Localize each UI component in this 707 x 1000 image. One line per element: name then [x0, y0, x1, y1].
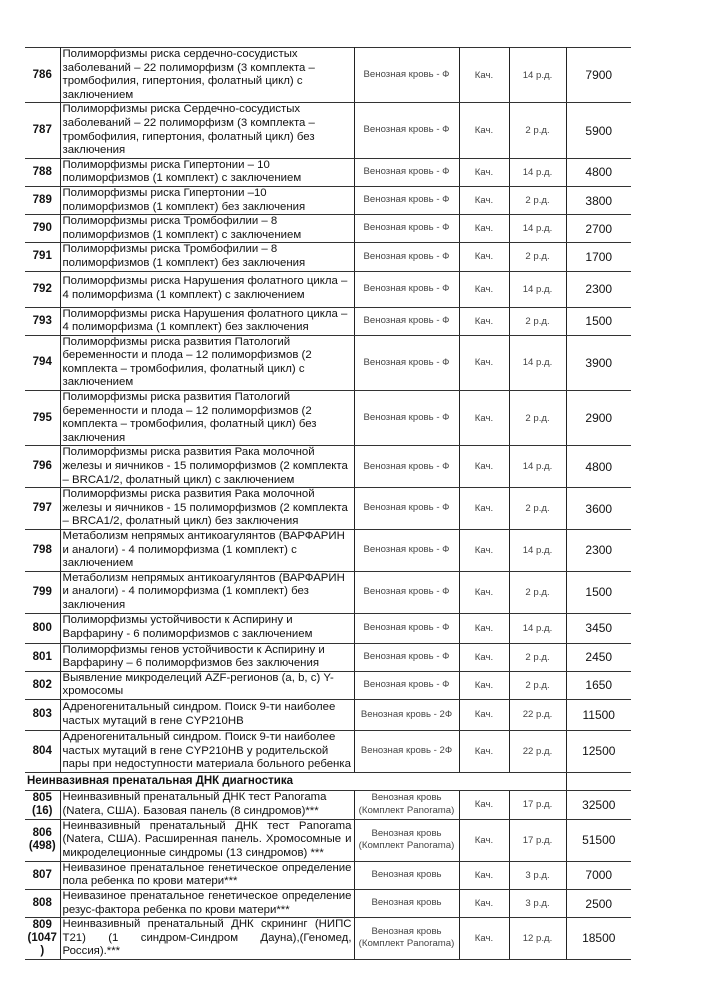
- table-row: [25, 530, 631, 572]
- test-name: Полиморфизмы генов устойчивости к Аспирину и Варфарину – 6 полиморфизмов без заключения: [60, 643, 354, 671]
- test-name: Метаболизм непрямых антикоагулянтов (ВАРФАРИН и аналоги) - 4 полиморфизма (1 комплект) с заключением: [60, 530, 354, 572]
- material: Венозная кровь - Ф: [354, 671, 459, 699]
- turnaround-time: 22 р.д.: [509, 730, 566, 772]
- material: Венозная кровь - Ф: [354, 335, 459, 390]
- row-number: 809 (1047 ): [25, 918, 60, 960]
- table-row: [25, 643, 631, 671]
- price: 5900: [566, 103, 631, 158]
- price: 3600: [566, 488, 631, 530]
- price: 2700: [566, 215, 631, 243]
- test-name: Полиморфизмы риска Сердечно-сосудистых заболеваний – 22 полиморфизм (3 комплекта – тромбофилия, гипертония, фолатный цикл) без заключения: [60, 103, 354, 158]
- price: 2450: [566, 643, 631, 671]
- table-row: [25, 730, 631, 772]
- row-number: 801: [25, 643, 60, 671]
- row-number: 786: [25, 48, 60, 103]
- table-row: [25, 391, 631, 446]
- material: Венозная кровь - Ф: [354, 613, 459, 643]
- row-number: 798: [25, 530, 60, 572]
- test-name: Адреногенитальный синдром. Поиск 9-ти наиболее частых мутаций в гене CYP210HB у родительской пары при недоступности материала больного ребенка: [60, 730, 354, 772]
- method: Кач.: [459, 530, 509, 572]
- row-number: 802: [25, 671, 60, 699]
- material: Венозная кровь - Ф: [354, 271, 459, 307]
- test-name: Полиморфизмы риска Тромбофилии – 8 полиморфизмов (1 комплект) с заключением: [60, 215, 354, 243]
- method: Кач.: [459, 307, 509, 335]
- turnaround-time: 17 р.д.: [509, 790, 566, 819]
- table-row: [25, 48, 631, 103]
- row-number: 794: [25, 335, 60, 390]
- test-name: Неивазиное пренатальное генетическое определение пола ребенка по крови матери***: [60, 861, 354, 889]
- price: 2300: [566, 271, 631, 307]
- turnaround-time: 2 р.д.: [509, 307, 566, 335]
- method: Кач.: [459, 699, 509, 730]
- material: Венозная кровь - Ф: [354, 103, 459, 158]
- table-row: [25, 613, 631, 643]
- method: Кач.: [459, 488, 509, 530]
- method: Кач.: [459, 889, 509, 917]
- price: 1500: [566, 571, 631, 613]
- material: Венозная кровь - Ф: [354, 571, 459, 613]
- row-number: 796: [25, 446, 60, 488]
- material: Венозная кровь: [354, 861, 459, 889]
- turnaround-time: 14 р.д.: [509, 335, 566, 390]
- row-number: 790: [25, 215, 60, 243]
- table-row: [25, 699, 631, 730]
- table-row: [25, 819, 631, 861]
- section-header-row: [25, 772, 631, 790]
- method: Кач.: [459, 671, 509, 699]
- method: Кач.: [459, 158, 509, 186]
- table-row: [25, 571, 631, 613]
- row-number: 800: [25, 613, 60, 643]
- price: 32500: [566, 790, 631, 819]
- turnaround-time: 2 р.д.: [509, 488, 566, 530]
- row-number: 789: [25, 186, 60, 214]
- turnaround-time: 2 р.д.: [509, 671, 566, 699]
- test-name: Выявление микроделеций AZF-регионов (a, b, c) Y-хромосомы: [60, 671, 354, 699]
- table-row: [25, 158, 631, 186]
- material: Венозная кровь - Ф: [354, 186, 459, 214]
- row-number: 805 (16): [25, 790, 60, 819]
- table-row: [25, 186, 631, 214]
- turnaround-time: 22 р.д.: [509, 699, 566, 730]
- table-row: [25, 861, 631, 889]
- method: Кач.: [459, 446, 509, 488]
- section-price-cell: [566, 772, 631, 790]
- price: 1500: [566, 307, 631, 335]
- material: Венозная кровь - Ф: [354, 643, 459, 671]
- test-name: Неивазиное пренатальное генетическое определение резус-фактора ребенка по крови матери***: [60, 889, 354, 917]
- test-name: Неинвазивный пренатальный ДНК скрининг (НИПС Т21) (1 синдром-Синдром Дауна),(Геномед, Россия).***: [60, 918, 354, 960]
- method: Кач.: [459, 215, 509, 243]
- turnaround-time: 14 р.д.: [509, 530, 566, 572]
- turnaround-time: 17 р.д.: [509, 819, 566, 861]
- turnaround-time: 2 р.д.: [509, 103, 566, 158]
- test-name: Полиморфизмы риска Нарушения фолатного цикла – 4 полиморфизма (1 комплект) с заключением: [60, 271, 354, 307]
- method: Кач.: [459, 186, 509, 214]
- method: Кач.: [459, 391, 509, 446]
- material: Венозная кровь (Комплект Panorama): [354, 819, 459, 861]
- row-number: 795: [25, 391, 60, 446]
- material: Венозная кровь (Комплект Panorama): [354, 790, 459, 819]
- price-list-table: [25, 47, 631, 960]
- price: 2900: [566, 391, 631, 446]
- method: Кач.: [459, 790, 509, 819]
- test-name: Полиморфизмы риска развития Рака молочной железы и яичников - 15 полиморфизмов (2 комплекта – BRCA1/2, фолатный цикл) с заключением: [60, 446, 354, 488]
- material: Венозная кровь - Ф: [354, 158, 459, 186]
- method: Кач.: [459, 730, 509, 772]
- row-number: 803: [25, 699, 60, 730]
- turnaround-time: 14 р.д.: [509, 613, 566, 643]
- price: 4800: [566, 446, 631, 488]
- test-name: Полиморфизмы риска сердечно-сосудистых заболеваний – 22 полиморфизм (3 комплекта – тромбофилия, гипертония, фолатный цикл) с заключением: [60, 48, 354, 103]
- test-name: Полиморфизмы риска развития Патологий беременности и плода – 12 полиморфизмов (2 комплекта – тромбофилия, фолатный цикл) с заключением: [60, 335, 354, 390]
- material: Венозная кровь - Ф: [354, 215, 459, 243]
- turnaround-time: 2 р.д.: [509, 571, 566, 613]
- price: 18500: [566, 918, 631, 960]
- row-number: 792: [25, 271, 60, 307]
- test-name: Полиморфизмы риска Гипертонии –10 полиморфизмов (1 комплект) без заключения: [60, 186, 354, 214]
- row-number: 806 (498): [25, 819, 60, 861]
- material: Венозная кровь - Ф: [354, 48, 459, 103]
- row-number: 797: [25, 488, 60, 530]
- row-number: 791: [25, 243, 60, 271]
- row-number: 804: [25, 730, 60, 772]
- price: 11500: [566, 699, 631, 730]
- material: Венозная кровь - Ф: [354, 446, 459, 488]
- turnaround-time: 3 р.д.: [509, 861, 566, 889]
- material: Венозная кровь - Ф: [354, 307, 459, 335]
- method: Кач.: [459, 613, 509, 643]
- material: Венозная кровь: [354, 889, 459, 917]
- price: 2500: [566, 889, 631, 917]
- method: Кач.: [459, 243, 509, 271]
- turnaround-time: 14 р.д.: [509, 158, 566, 186]
- price: 3800: [566, 186, 631, 214]
- method: Кач.: [459, 103, 509, 158]
- test-name: Полиморфизмы риска развития Рака молочной железы и яичников - 15 полиморфизмов (2 комплекта – BRCA1/2, фолатный цикл) без заключения: [60, 488, 354, 530]
- row-number: 808: [25, 889, 60, 917]
- turnaround-time: 2 р.д.: [509, 643, 566, 671]
- turnaround-time: 2 р.д.: [509, 243, 566, 271]
- test-name: Полиморфизмы риска Нарушения фолатного цикла – 4 полиморфизма (1 комплект) без заключения: [60, 307, 354, 335]
- material: Венозная кровь - 2Ф: [354, 699, 459, 730]
- price: 3450: [566, 613, 631, 643]
- method: Кач.: [459, 271, 509, 307]
- test-name: Полиморфизмы устойчивости к Аспирину и Варфарину - 6 полиморфизмов с заключением: [60, 613, 354, 643]
- turnaround-time: 3 р.д.: [509, 889, 566, 917]
- method: Кач.: [459, 571, 509, 613]
- table-row: [25, 103, 631, 158]
- price: 12500: [566, 730, 631, 772]
- price: 1650: [566, 671, 631, 699]
- turnaround-time: 14 р.д.: [509, 271, 566, 307]
- material: Венозная кровь (Комплект Panorama): [354, 918, 459, 960]
- method: Кач.: [459, 335, 509, 390]
- material: Венозная кровь - 2Ф: [354, 730, 459, 772]
- test-name: Неинвазивный пренатальный ДНК тест Panorama (Natera, США). Расширенная панель. Хромосомные и микроделеционные синдромы (13 синдромов) ***: [60, 819, 354, 861]
- turnaround-time: 14 р.д.: [509, 48, 566, 103]
- row-number: 807: [25, 861, 60, 889]
- method: Кач.: [459, 643, 509, 671]
- row-number: 793: [25, 307, 60, 335]
- test-name: Полиморфизмы риска развития Патологий беременности и плода – 12 полиморфизмов (2 комплекта – тромбофилия, фолатный цикл) без заключения: [60, 391, 354, 446]
- turnaround-time: 12 р.д.: [509, 918, 566, 960]
- turnaround-time: 2 р.д.: [509, 186, 566, 214]
- turnaround-time: 2 р.д.: [509, 391, 566, 446]
- test-name: Неинвазивный пренатальный ДНК тест Panorama (Natera, США). Базовая панель (8 синдромов)***: [60, 790, 354, 819]
- table-row: [25, 335, 631, 390]
- method: Кач.: [459, 861, 509, 889]
- material: Венозная кровь - Ф: [354, 391, 459, 446]
- table-row: [25, 307, 631, 335]
- table-row: [25, 446, 631, 488]
- test-name: Метаболизм непрямых антикоагулянтов (ВАРФАРИН и аналоги) - 4 полиморфизма (1 комплект) без заключения: [60, 571, 354, 613]
- table-row: [25, 215, 631, 243]
- material: Венозная кровь - Ф: [354, 243, 459, 271]
- table-row: [25, 918, 631, 960]
- material: Венозная кровь - Ф: [354, 488, 459, 530]
- table-row: [25, 271, 631, 307]
- table-row: [25, 790, 631, 819]
- method: Кач.: [459, 918, 509, 960]
- price: 3900: [566, 335, 631, 390]
- section-title: Неинвазивная пренатальная ДНК диагностика: [25, 772, 566, 790]
- turnaround-time: 14 р.д.: [509, 215, 566, 243]
- table-row: [25, 671, 631, 699]
- price: 1700: [566, 243, 631, 271]
- row-number: 787: [25, 103, 60, 158]
- material: Венозная кровь - Ф: [354, 530, 459, 572]
- table-row: [25, 889, 631, 917]
- price: 51500: [566, 819, 631, 861]
- method: Кач.: [459, 819, 509, 861]
- table-row: [25, 243, 631, 271]
- price: 2300: [566, 530, 631, 572]
- row-number: 799: [25, 571, 60, 613]
- turnaround-time: 14 р.д.: [509, 446, 566, 488]
- method: Кач.: [459, 48, 509, 103]
- price: 4800: [566, 158, 631, 186]
- test-name: Полиморфизмы риска Тромбофилии – 8 полиморфизмов (1 комплект) без заключения: [60, 243, 354, 271]
- test-name: Адреногенитальный синдром. Поиск 9-ти наиболее частых мутаций в гене CYP210HB: [60, 699, 354, 730]
- table-row: [25, 488, 631, 530]
- price: 7900: [566, 48, 631, 103]
- test-name: Полиморфизмы риска Гипертонии – 10 полиморфизмов (1 комплект) с заключением: [60, 158, 354, 186]
- price: 7000: [566, 861, 631, 889]
- row-number: 788: [25, 158, 60, 186]
